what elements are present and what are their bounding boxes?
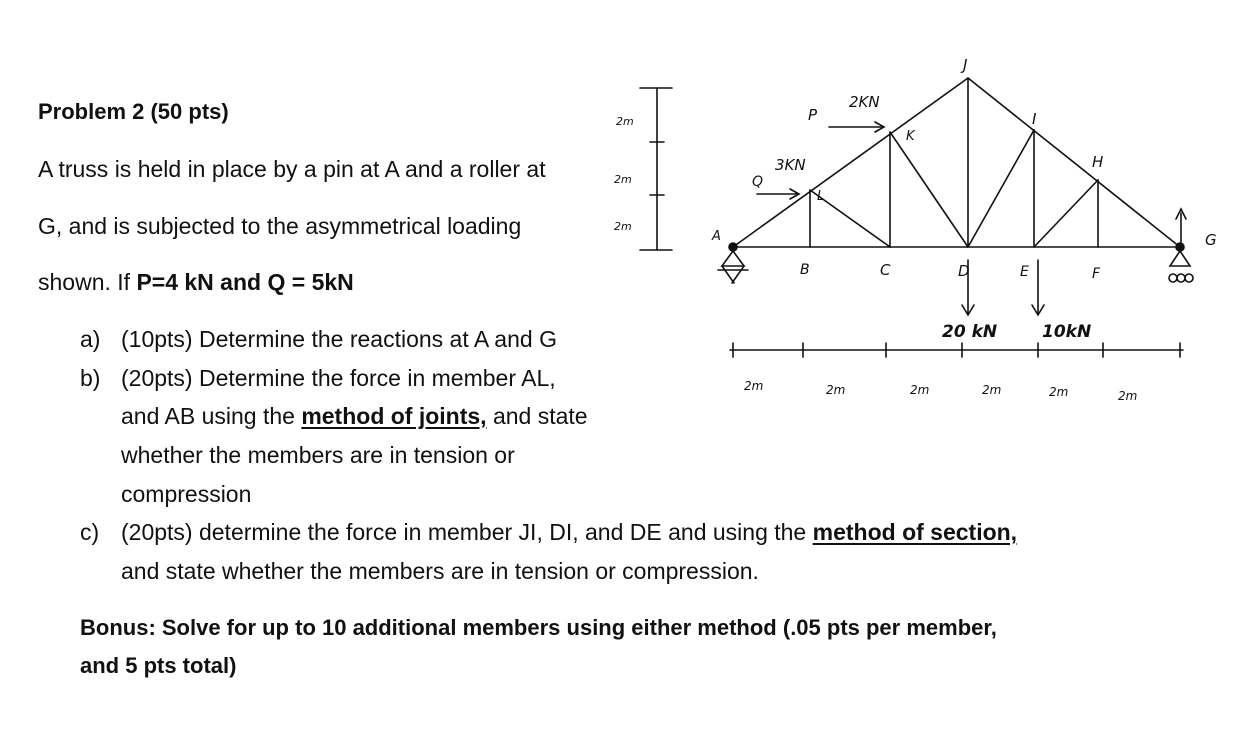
part-a-marker: a) — [80, 326, 101, 352]
roller-support-g — [1169, 243, 1193, 282]
height-dim-1: 2m — [616, 115, 634, 128]
joint-label-c: C — [880, 261, 891, 279]
part-b-text-1: (20pts) Determine the force in member AL, — [121, 365, 556, 391]
method-of-joints-emphasis: method of joints, — [301, 403, 487, 429]
span-dim-2: 2m — [826, 383, 846, 397]
part-b-line-3: whether the members are in tension or — [121, 442, 515, 468]
joint-label-l: L — [817, 189, 825, 204]
joint-label-k: K — [906, 129, 915, 144]
given-prefix: shown. If — [38, 269, 137, 295]
part-a-text: (10pts) Determine the reactions at A and G — [121, 326, 557, 352]
load-label-p: P — [808, 106, 818, 124]
joint-label-f: F — [1092, 266, 1101, 282]
bonus-line-2: and 5 pts total) — [80, 653, 237, 678]
load-label-3kn: 3KN — [775, 156, 806, 174]
given-values: P=4 kN and Q = 5kN — [136, 269, 354, 295]
load-label-10kn: 10kN — [1042, 322, 1092, 342]
part-b-text-2-pre: and AB using the — [121, 403, 302, 429]
span-dimension-bar — [730, 343, 1183, 357]
intro-line-2: G, and is subjected to the asymmetrical loading — [38, 213, 522, 239]
span-dim-4: 2m — [982, 383, 1002, 397]
joint-label-b: B — [800, 262, 810, 278]
member-kd — [890, 132, 968, 247]
part-b-line-4: compression — [121, 481, 252, 507]
load-label-20kn: 20 kN — [942, 322, 998, 342]
height-dimension-bar — [640, 88, 672, 250]
joint-label-g: G — [1205, 231, 1217, 249]
part-c-text-1-pre: (20pts) determine the force in member JI, DI, and DE and using the — [121, 519, 813, 545]
joint-label-j: J — [963, 56, 968, 74]
part-b-text-2-post: and state — [486, 403, 588, 429]
joint-label-h: H — [1092, 153, 1104, 171]
height-dim-3: 2m — [614, 220, 632, 233]
span-dim-6: 2m — [1118, 389, 1138, 403]
load-label-2kn: 2KN — [849, 93, 880, 111]
joint-label-e: E — [1020, 264, 1029, 280]
height-dim-2: 2m — [614, 173, 632, 186]
member-eh — [1034, 180, 1098, 247]
span-dim-1: 2m — [744, 379, 764, 393]
bonus-line-1: Bonus: Solve for up to 10 additional members using either method (.05 pts per member, — [80, 615, 997, 640]
top-chord-right — [968, 78, 1180, 247]
part-c-line-2: and state whether the members are in tension or compression. — [121, 558, 759, 584]
member-di — [968, 130, 1034, 247]
intro-line-1: A truss is held in place by a pin at A and a roller at — [38, 156, 546, 182]
span-dim-3: 2m — [910, 383, 930, 397]
method-of-section-emphasis: method of section, — [812, 519, 1018, 545]
part-b-marker: b) — [80, 365, 101, 391]
pin-support-a — [718, 243, 748, 283]
problem-title: Problem 2 (50 pts) — [38, 99, 229, 124]
joint-label-d: D — [958, 262, 970, 280]
joint-label-i: I — [1032, 110, 1037, 128]
joint-label-a: A — [712, 229, 721, 244]
part-c-marker: c) — [80, 519, 100, 545]
load-label-q: Q — [752, 174, 764, 190]
span-dim-5: 2m — [1049, 385, 1069, 399]
load-arrows — [757, 122, 1186, 315]
